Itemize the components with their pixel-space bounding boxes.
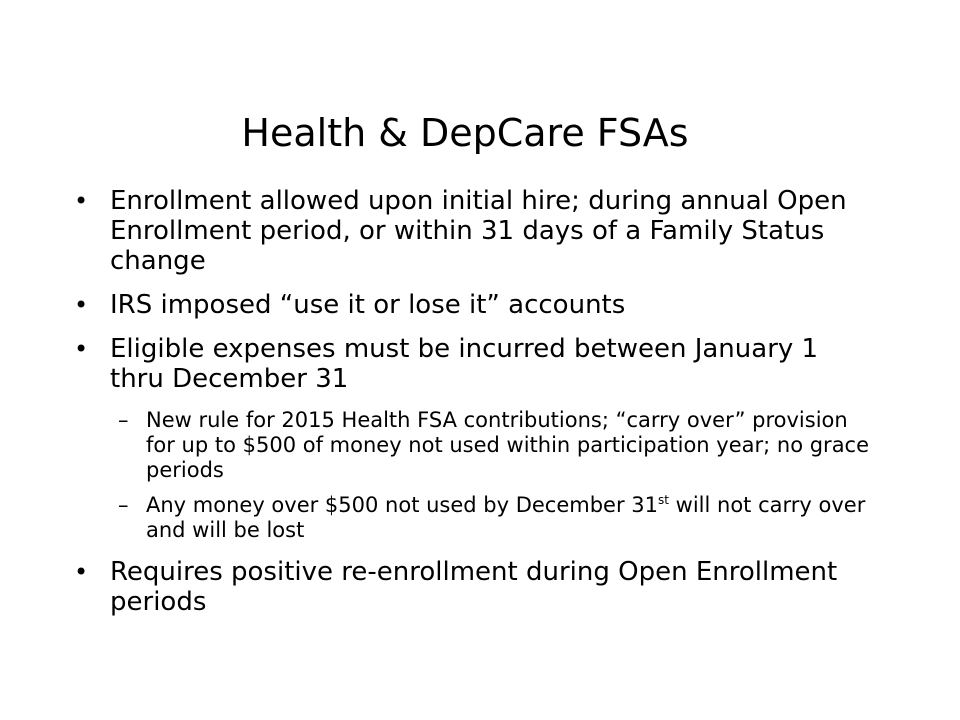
bullet-item-enrollment bbox=[74, 186, 874, 276]
bullet-text: Enrollment allowed upon initial hire; during annual Open Enrollment period, or within 31 days of a Family Status change bbox=[110, 186, 847, 276]
bullet-item-eligible-expenses bbox=[74, 334, 874, 543]
dash-icon: – bbox=[118, 493, 129, 517]
slide-title: Health & DepCare FSAs bbox=[241, 111, 689, 155]
bullet-item-re-enrollment bbox=[74, 557, 874, 617]
dash-icon: – bbox=[118, 408, 129, 432]
sub-bullet-list bbox=[110, 408, 874, 543]
ordinal-superscript: st bbox=[658, 493, 669, 507]
sub-bullet-item-carry-over-rule bbox=[110, 408, 874, 483]
sub-bullet-text: New rule for 2015 Health FSA contributions; “carry over” provision for up to $500 of money not used within participation year; no grace periods bbox=[146, 408, 870, 482]
sub-bullet-item-money-lost bbox=[110, 493, 874, 543]
bullet-dot-icon: • bbox=[74, 291, 89, 319]
sub-bullet-text-before: Any money over $500 not used by December 31 bbox=[146, 493, 659, 517]
bullet-dot-icon: • bbox=[74, 558, 89, 586]
bullet-list bbox=[74, 186, 874, 631]
sub-bullet-text bbox=[146, 493, 865, 542]
bullet-text: Requires positive re-enrollment during Open Enrollment periods bbox=[110, 557, 838, 617]
sub-bullet-text-after: will not carry over and will be lost bbox=[146, 493, 866, 542]
bullet-text: Eligible expenses must be incurred between January 1 thru December 31 bbox=[110, 334, 819, 394]
bullet-item-use-it-or-lose-it bbox=[74, 290, 874, 320]
bullet-dot-icon: • bbox=[74, 335, 89, 363]
bullet-text: IRS imposed “use it or lose it” accounts bbox=[110, 290, 626, 320]
bullet-dot-icon: • bbox=[74, 187, 89, 215]
